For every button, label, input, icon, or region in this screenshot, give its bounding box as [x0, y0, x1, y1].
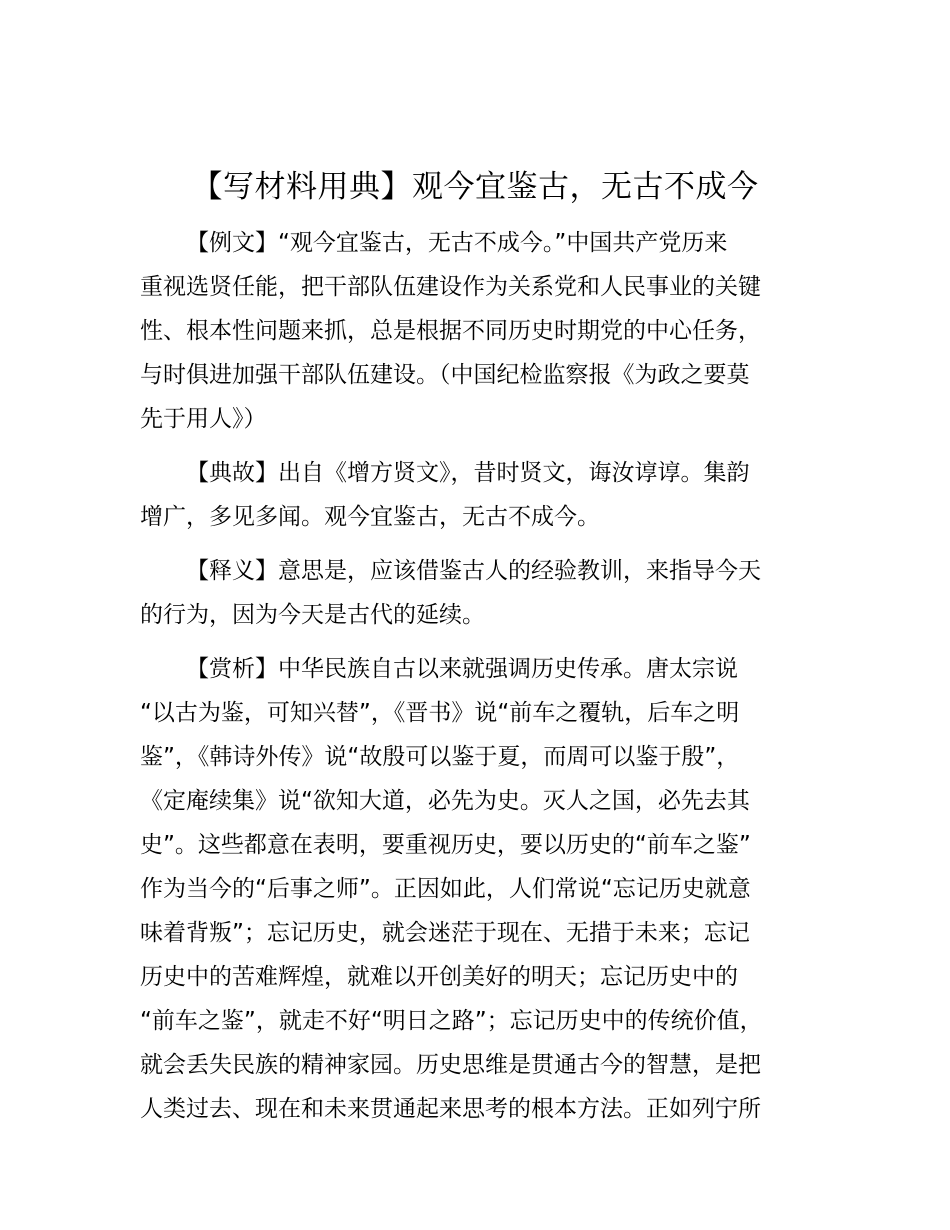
paragraph-example [140, 221, 830, 441]
paragraph-line: 的行为，因为今天是古代的延续。 [140, 602, 485, 628]
paragraph-line: 《定庵续集》说“欲知大道，必先为史。灭人之国，必先去其 [140, 788, 750, 814]
paragraph-line: 先于用人》） [140, 406, 267, 432]
paragraph-meaning [140, 549, 830, 637]
paragraph-line: “前车之鉴”，就走不好“明日之路”；忘记历史中的传统价值， [140, 1008, 763, 1034]
paragraph-line: 历史中的苦难辉煌，就难以开创美好的明天；忘记历史中的 [140, 964, 738, 990]
page-title: 【写材料用典】观今宜鉴古，无古不成今 [191, 169, 759, 205]
paragraph-analysis [140, 647, 830, 1131]
paragraph-line: 【释义】意思是，应该借鉴古人的经验教训，来指导今天 [186, 558, 761, 584]
paragraph-line: 人类过去、现在和未来贯通起来思考的根本方法。正如列宁所 [140, 1096, 761, 1122]
paragraph-line: 【例文】“观今宜鉴古，无古不成今。”中国共产党历来 [186, 230, 728, 256]
paragraph-source [140, 451, 830, 539]
paragraph-line: 鉴”，《韩诗外传》说“故殷可以鉴于夏，而周可以鉴于殷”， [140, 744, 740, 770]
document-body [140, 221, 830, 1141]
paragraph-line: 作为当今的“后事之师”。正因如此，人们常说“忘记历史就意 [140, 876, 751, 902]
paragraph-line: 味着背叛”；忘记历史，就会迷茫于现在、无措于未来；忘记 [140, 920, 750, 946]
paragraph-line: 就会丢失民族的精神家园。历史思维是贯通古今的智慧，是把 [140, 1052, 761, 1078]
paragraph-line: “以古为鉴，可知兴替”，《晋书》说“前车之覆轨，后车之明 [140, 700, 740, 726]
paragraph-line: 【赏析】中华民族自古以来就强调历史传承。唐太宗说 [186, 656, 738, 682]
paragraph-line: 与时俱进加强干部队伍建设。（中国纪检监察报《为政之要莫 [140, 362, 750, 388]
paragraph-line: 重视选贤任能，把干部队伍建设作为关系党和人民事业的关键 [140, 274, 761, 300]
paragraph-line: 【典故】出自《增方贤文》，昔时贤文，诲汝谆谆。集韵 [186, 460, 750, 486]
paragraph-line: 性、根本性问题来抓，总是根据不同历史时期党的中心任务， [140, 318, 761, 344]
paragraph-line: 增广，多见多闻。观今宜鉴古，无古不成今。 [140, 504, 600, 530]
paragraph-line: 史”。这些都意在表明，要重视历史，要以历史的“前车之鉴” [140, 832, 751, 858]
